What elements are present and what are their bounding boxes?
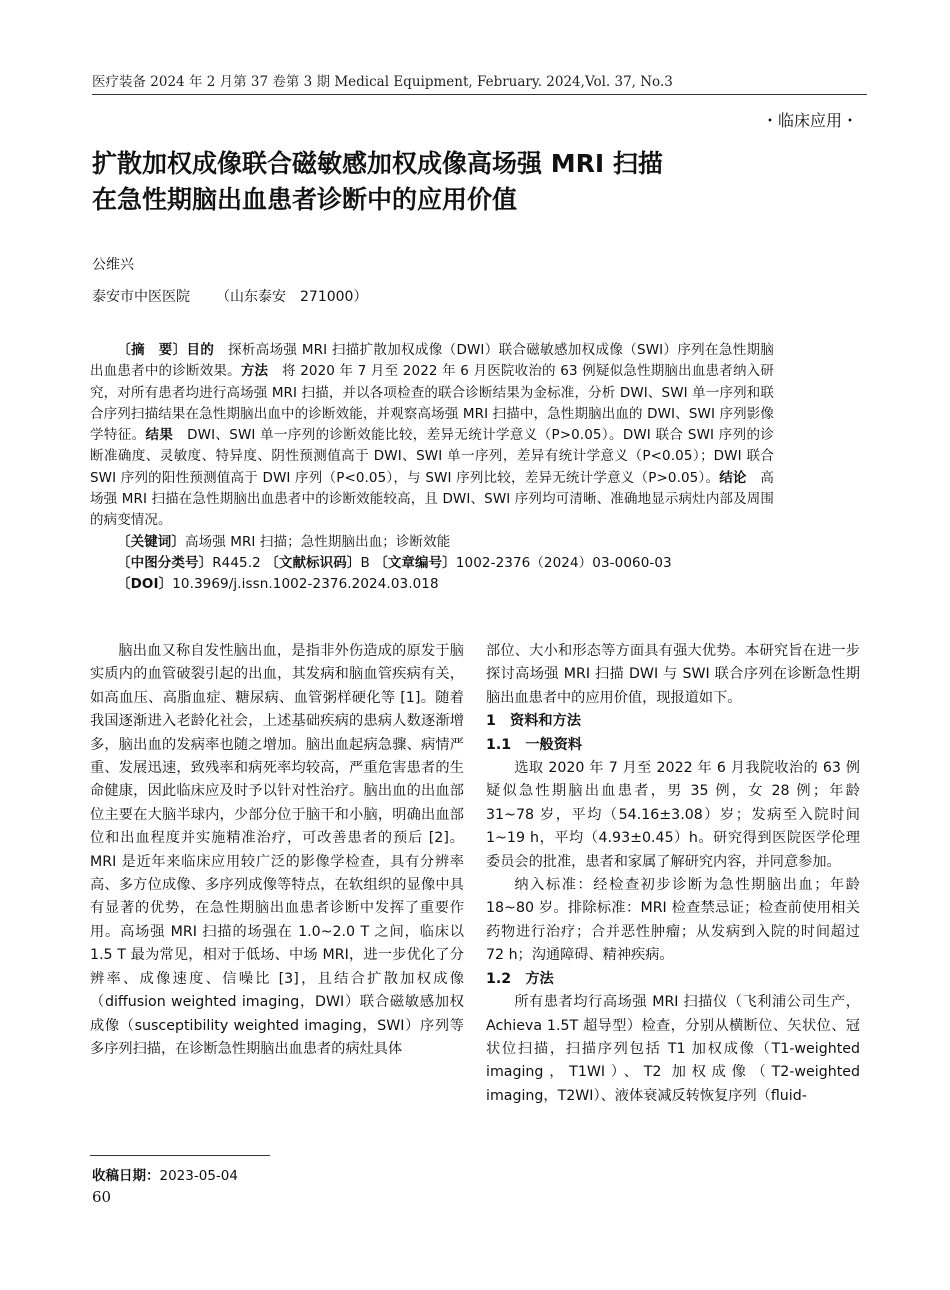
intro-paragraph: 脑出血又称自发性脑出血，是指非外伤造成的原发于脑实质内的血管破裂引起的出血，其发病和脑血管疾病有关，如高血压、高脂血症、糖尿病、血管粥样硬化等 [1]。随着我国逐渐进入老龄化社会，上述基础疾病的患病人数逐渐增多，脑出血的发病率也随之增加。脑出血起病急骤、病情严重、发展迅速，致残率和病死率均较高，严重危害患者的生命健康，因此临床应及时予以针对性治疗。脑出血的出血部位主要在大脑半球内，少部分位于脑干和小脑，明确出血部位和出血程度并实施精准治疗，可改善患者的预后 [2]。MRI 是近年来临床应用较广泛的影像学检查，具有分辨率高、多方位成像、多序列成像等特点，在软组织的显像中具有显著的优势，在急性期脑出血患者诊断中发挥了重要作用。高场强 MRI 扫描的场强在 1.0~2.0 T 之间，临床以 1.5 T 最为常见，相对于低场、中场 MRI，进一步优化了分辨率、成像速度、信噪比 [3]，且结合扩散加权成像（diffusion weighted imaging，DWI）联合磁敏感加权成像（susceptibility weighted imaging，SWI）序列等多序列扫描，在诊断急性期脑出血患者的病灶具体 [90,643,464,1057]
article-no-label: 〔文章编号〕 [374,554,456,571]
purpose-label: 目的 [186,342,215,358]
methods-paragraph: 所有患者均行高场强 MRI 扫描仪（飞利浦公司生产，Achieva 1.5T 超导型）检查，分别从横断位、矢状位、冠状位扫描，扫描序列包括 T1 加权成像（T1-weighted imaging，T1WI）、T2 加权成像（T2-weighted imaging，T2WI）、液体衰减反转恢复序列（fluid- [486,994,860,1104]
heading-general-data: 1.1 一般资料 [486,736,583,753]
conclusion-text: 高场强 MRI 扫描在急性期脑出血患者中的诊断效能较高，且 DWI、SWI 序列均可清晰、准确地显示病灶内部及周围的病变情况。 [90,469,774,529]
body-column-left [90,640,464,1061]
abstract-label: 〔摘 要〕 [117,342,187,358]
keywords-label: 〔关键词〕 [117,533,185,550]
conclusion-label: 结论 [719,469,747,486]
clc-value: R445.2 [212,554,261,571]
affiliation-location: （山东泰安 271000） [216,289,368,305]
classification-line [90,553,774,574]
received-date [92,1164,238,1184]
criteria-paragraph: 纳入标准：经检查初步诊断为急性期脑出血；年龄 18~80 岁。排除标准：MRI 检查禁忌证；检查前使用相关药物进行治疗；合并恶性肿瘤；从发病到入院的时间超过 72 h；沟通障碍、精神疾病。 [486,877,860,964]
doi-value: 10.3969/j.issn.1002-2376.2024.03.018 [172,576,439,593]
keywords-text: 高场强 MRI 扫描；急性期脑出血；诊断效能 [185,533,451,550]
abstract-block [90,340,774,596]
doi-label: 〔DOI〕 [117,576,173,593]
method-text: 将 2020 年 7 月至 2022 年 6 月医院收治的 63 例疑似急性期脑出血患者纳入研究，对所有患者均进行高场强 MRI 扫描，并以各项检查的联合诊断结果为金标准，分析 DWI、SWI 单一序列和联合序列扫描结果在急性期脑出血中的诊断效能，并观察高场强 MRI 扫描中，急性期脑出血的 DWI、SWI 序列影像学特征。 [90,363,774,444]
title-line-2: 在急性期脑出血患者诊断中的应用价值 [92,185,518,214]
purpose-text: 探析高场强 MRI 扫描扩散加权成像（DWI）联合磁敏感加权成像（SWI）序列在急性期脑出血患者中的诊断效果。 [90,342,775,380]
heading-methods: 1.2 方法 [486,970,554,987]
result-text: DWI、SWI 单一序列的诊断效能比较，差异无统计学意义（P>0.05）。DWI 联合 SWI 序列的诊断准确度、灵敏度、特异度、阴性预测值高于 DWI、SWI 单一序列，差异有统计学意义（P<0.05）；DWI 联合 SWI 序列的阳性预测值高于 DWI 序列（P<0.05），与 SWI 序列比较，差异无统计学意义（P>0.05）。 [90,427,775,486]
footnote-divider [90,1155,270,1156]
received-value: 2023-05-04 [159,1168,238,1184]
doc-code-value: B [360,554,370,571]
article-no-value: 1002-2376（2024）03-0060-03 [455,554,672,571]
doi-line [90,574,774,595]
doc-code-label: 〔文献标识码〕 [265,554,361,571]
journal-header: 医疗装备 2024 年 2 月第 37 卷第 3 期 Medical Equipment, February. 2024,Vol. 37, No.3 [92,70,867,95]
general-data-paragraph: 选取 2020 年 7 月至 2022 年 6 月我院收治的 63 例疑似急性期脑出血患者，男 35 例，女 28 例；年龄 31~78 岁，平均（54.16±3.08）岁；发病至入院时间 1~19 h，平均（4.93±0.45）h。研究得到医院医学伦理委员会的批准，患者和家属了解研究内容，并同意参加。 [486,760,860,870]
keywords-line [90,532,774,553]
abstract-body [90,340,774,532]
page-number: 60 [92,1188,112,1206]
received-label: 收稿日期： [92,1168,160,1184]
clc-label: 〔中图分类号〕 [117,554,213,571]
section-label: ・临床应用・ [761,111,858,130]
affiliation-institution: 泰安市中医医院 [92,289,190,305]
title-line-1: 扩散加权成像联合磁敏感加权成像高场强 MRI 扫描 [92,149,663,178]
method-label: 方法 [240,363,269,380]
affiliation [92,286,367,306]
body-column-right [486,640,860,1108]
intro-paragraph-continued: 部位、大小和形态等方面具有强大优势。本研究旨在进一步探讨高场强 MRI 扫描 DWI 与 SWI 联合序列在诊断急性期脑出血患者中的应用价值，现报道如下。 [486,643,860,706]
author-name: 公维兴 [92,257,134,273]
heading-materials-methods: 1 资料和方法 [486,713,581,730]
result-label: 结果 [145,427,174,444]
article-title [92,146,872,218]
